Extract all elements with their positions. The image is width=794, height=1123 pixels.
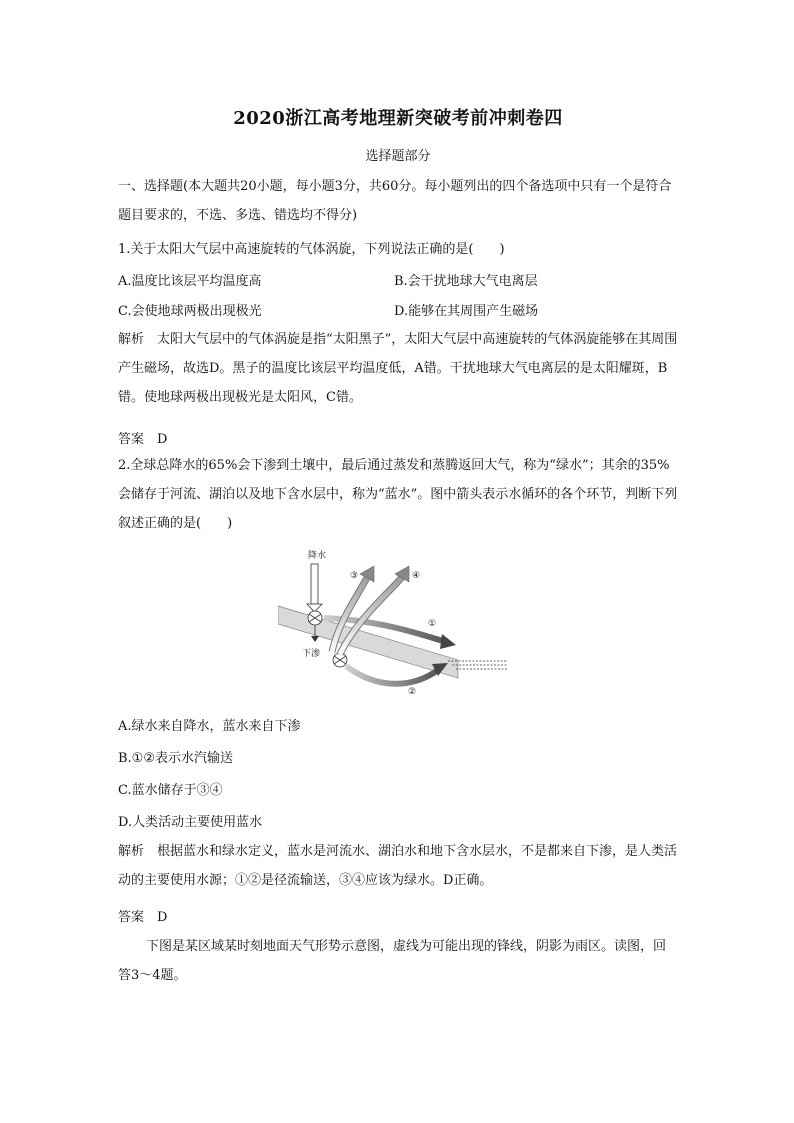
- q2-answer: 答案 D: [118, 910, 168, 925]
- q1-option-a: A.温度比该层平均温度高: [118, 274, 262, 289]
- page-title: 2020浙江高考地理新突破考前冲刺卷四: [233, 108, 563, 129]
- q2-analysis: 解析 根据蓝水和绿水定义，蓝水是河流水、湖泊水和地下含水层水，不是都来自下渗，是人类活动的主要使用水源；①②是径流输送，③④应该为绿水。D正确。: [118, 844, 678, 888]
- label-precipitation: 降水: [308, 551, 327, 561]
- label-infiltration: 下渗: [302, 649, 321, 659]
- q1-option-d: D.能够在其周围产生磁场: [394, 304, 539, 319]
- section-intro: 一、选择题(本大题共20小题，每小题3分，共60分。每小题列出的四个备选项中只有一个是符合题目要求的，不选、多选、错选均不得分): [118, 179, 672, 223]
- q2-option-d: D.人类活动主要使用蓝水: [118, 815, 263, 830]
- q2-option-c: C.蓝水储存于③④: [118, 783, 223, 798]
- q2-stem: 2.全球总降水的65%会下渗到土壤中，最后通过蒸发和蒸腾返回大气，称为“绿水”；其余的35%会储存于河流、湖泊以及地下含水层中，称为“蓝水”。图中箭头表示水循环的各个环节，判断下列叙述正确的是( ): [118, 458, 678, 531]
- water-cycle-svg: [278, 548, 508, 708]
- q2-option-a: A.绿水来自降水，蓝水来自下渗: [118, 719, 301, 734]
- label-arrow-2: ②: [408, 687, 417, 697]
- infiltration-node-lower: [333, 653, 347, 667]
- q1-options-row-1: [118, 270, 678, 292]
- q1-options-row-2: [118, 300, 678, 322]
- q3-intro: 下图是某区域某时刻地面天气形势示意图，虚线为可能出现的锋线，阴影为雨区。读图，回答3～4题。: [118, 939, 667, 983]
- water-cycle-diagram: [278, 548, 508, 708]
- q1-option-c: C.会使地球两极出现极光: [118, 304, 262, 319]
- q1-analysis: 解析 太阳大气层中的气体涡旋是指“太阳黑子”，太阳大气层中高速旋转的气体涡旋能够在其周围产生磁场，故选D。黑子的温度比该层平均温度低，A错。干扰地球大气电离层的是太阳耀斑，B错。使地球两极出现极光是太阳风，C错。: [118, 332, 678, 405]
- precipitation-arrow: [307, 564, 322, 612]
- label-arrow-1: ①: [428, 619, 437, 629]
- section-subtitle: 选择题部分: [365, 149, 431, 164]
- label-arrow-4: ④: [412, 571, 421, 581]
- q1-stem: 1.关于太阳大气层中高速旋转的气体涡旋，下列说法正确的是( ): [118, 242, 505, 257]
- q2-option-b: B.①②表示水汽输送: [118, 751, 233, 766]
- q1-answer: 答案 D: [118, 432, 168, 447]
- label-arrow-3: ③: [350, 571, 359, 581]
- q1-option-b: B.会干扰地球大气电离层: [394, 274, 538, 289]
